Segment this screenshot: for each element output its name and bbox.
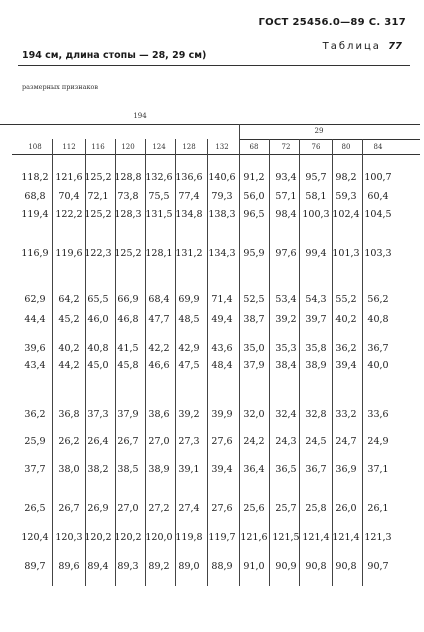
table-cell: 134,8 <box>175 209 203 220</box>
table-cell: 40,2 <box>335 314 357 325</box>
table-cell: 37,1 <box>367 464 389 475</box>
table-cell: 118,2 <box>21 172 49 183</box>
table-cell: 27,3 <box>178 436 200 447</box>
table-cell: 121,5 <box>272 532 300 543</box>
table-cell: 24,7 <box>335 436 357 447</box>
table-cell: 47,5 <box>178 360 200 371</box>
table-cell: 32,0 <box>243 409 265 420</box>
table-cell: 54,3 <box>305 294 327 305</box>
table-cell: 95,7 <box>305 172 327 183</box>
column-header: 84 <box>373 143 383 151</box>
column-header: 132 <box>215 143 229 151</box>
table-cell: 36,4 <box>243 464 265 475</box>
table-cell: 24,3 <box>275 436 297 447</box>
table-cell: 27,4 <box>178 503 200 514</box>
table-cell: 25,7 <box>275 503 297 514</box>
table-cell: 24,9 <box>367 436 389 447</box>
table-cell: 48,5 <box>178 314 200 325</box>
table-cell: 38,2 <box>87 464 109 475</box>
table-cell: 37,9 <box>117 409 139 420</box>
table-cell: 125,2 <box>84 172 112 183</box>
table-cell: 128,3 <box>114 209 142 220</box>
table-cell: 46,8 <box>117 314 139 325</box>
table-cell: 60,4 <box>367 191 389 202</box>
table-cell: 75,5 <box>148 191 170 202</box>
table-cell: 32,4 <box>275 409 297 420</box>
table-cell: 88,9 <box>211 561 233 572</box>
table-cell: 119,8 <box>175 532 203 543</box>
page-header: ГОСТ 25456.0—89 С. 317 <box>258 17 406 28</box>
table-cell: 116,9 <box>21 248 49 259</box>
table-cell: 25,6 <box>243 503 265 514</box>
table-cell: 40,2 <box>58 343 80 354</box>
table-cell: 27,0 <box>148 436 170 447</box>
column-header: 124 <box>152 143 166 151</box>
table-cell: 26,9 <box>87 503 109 514</box>
table-cell: 35,3 <box>275 343 297 354</box>
table-cell: 65,5 <box>87 294 109 305</box>
table-cell: 38,6 <box>148 409 170 420</box>
table-cell: 45,0 <box>87 360 109 371</box>
table-cell: 39,7 <box>305 314 327 325</box>
table-cell: 68,4 <box>148 294 170 305</box>
table-cell: 95,9 <box>243 248 265 259</box>
table-cell: 120,3 <box>55 532 83 543</box>
table-cell: 33,6 <box>367 409 389 420</box>
table-cell: 47,7 <box>148 314 170 325</box>
table-cell: 36,9 <box>335 464 357 475</box>
table-cell: 24,5 <box>305 436 327 447</box>
table-cell: 35,0 <box>243 343 265 354</box>
table-cell: 119,4 <box>21 209 49 220</box>
table-cell: 121,6 <box>55 172 83 183</box>
table-cell: 91,0 <box>243 561 265 572</box>
table-cell: 42,9 <box>178 343 200 354</box>
table-cell: 39,1 <box>178 464 200 475</box>
table-caption: размерных признаков <box>22 83 99 91</box>
table-cell: 138,3 <box>208 209 236 220</box>
table-cell: 103,3 <box>364 248 392 259</box>
table-cell: 46,0 <box>87 314 109 325</box>
table-cell: 121,4 <box>332 532 360 543</box>
table-cell: 53,4 <box>275 294 297 305</box>
table-cell: 120,2 <box>114 532 142 543</box>
table-cell: 56,0 <box>243 191 265 202</box>
table-cell: 132,6 <box>145 172 173 183</box>
table-cell: 119,6 <box>55 248 83 259</box>
table-cell: 26,2 <box>58 436 80 447</box>
table-cell: 69,9 <box>178 294 200 305</box>
table-cell: 26,1 <box>367 503 389 514</box>
table-cell: 89,7 <box>24 561 46 572</box>
table-cell: 38,5 <box>117 464 139 475</box>
column-header: 108 <box>28 143 42 151</box>
table-cell: 39,9 <box>211 409 233 420</box>
table-title <box>323 41 402 52</box>
table-cell: 62,9 <box>24 294 46 305</box>
table-cell: 89,6 <box>58 561 80 572</box>
column-header: 112 <box>62 143 76 151</box>
table-cell: 121,3 <box>364 532 392 543</box>
rule-header-bottom <box>12 154 420 155</box>
table-cell: 33,2 <box>335 409 357 420</box>
table-cell: 134,3 <box>208 248 236 259</box>
table-cell: 49,4 <box>211 314 233 325</box>
group-header-194: 194 <box>133 112 147 120</box>
table-cell: 73,8 <box>117 191 139 202</box>
table-cell: 104,5 <box>364 209 392 220</box>
table-cell: 43,6 <box>211 343 233 354</box>
column-header: 72 <box>281 143 291 151</box>
table-cell: 27,6 <box>211 436 233 447</box>
table-cell: 36,7 <box>305 464 327 475</box>
table-cell: 38,9 <box>305 360 327 371</box>
table-subtitle: 194 см, длина стопы — 28, 29 см) <box>22 50 207 61</box>
table-cell: 38,9 <box>148 464 170 475</box>
table-cell: 43,4 <box>24 360 46 371</box>
table-cell: 128,1 <box>145 248 173 259</box>
table-cell: 90,7 <box>367 561 389 572</box>
table-cell: 64,2 <box>58 294 80 305</box>
table-cell: 36,5 <box>275 464 297 475</box>
table-cell: 99,4 <box>305 248 327 259</box>
table-cell: 48,4 <box>211 360 233 371</box>
table-cell: 96,5 <box>243 209 265 220</box>
table-cell: 44,4 <box>24 314 46 325</box>
table-cell: 35,8 <box>305 343 327 354</box>
table-cell: 36,2 <box>24 409 46 420</box>
table-cell: 136,6 <box>175 172 203 183</box>
table-cell: 26,7 <box>58 503 80 514</box>
table-cell: 102,4 <box>332 209 360 220</box>
table-cell: 45,2 <box>58 314 80 325</box>
table-cell: 45,8 <box>117 360 139 371</box>
table-cell: 26,5 <box>24 503 46 514</box>
table-cell: 66,9 <box>117 294 139 305</box>
table-cell: 90,9 <box>275 561 297 572</box>
table-cell: 100,7 <box>364 172 392 183</box>
table-cell: 131,5 <box>145 209 173 220</box>
table-cell: 36,7 <box>367 343 389 354</box>
table-cell: 120,0 <box>145 532 173 543</box>
column-header: 128 <box>182 143 196 151</box>
table-cell: 27,2 <box>148 503 170 514</box>
table-cell: 40,8 <box>367 314 389 325</box>
table-cell: 38,7 <box>243 314 265 325</box>
table-cell: 98,4 <box>275 209 297 220</box>
column-divider <box>52 139 53 586</box>
table-cell: 70,4 <box>58 191 80 202</box>
table-cell: 89,4 <box>87 561 109 572</box>
table-cell: 52,5 <box>243 294 265 305</box>
table-cell: 68,8 <box>24 191 46 202</box>
table-number: 77 <box>388 41 402 52</box>
table-cell: 101,3 <box>332 248 360 259</box>
table-cell: 42,2 <box>148 343 170 354</box>
table-cell: 79,3 <box>211 191 233 202</box>
table-cell: 56,2 <box>367 294 389 305</box>
table-cell: 59,3 <box>335 191 357 202</box>
table-cell: 27,0 <box>117 503 139 514</box>
table-cell: 32,8 <box>305 409 327 420</box>
column-header: 80 <box>341 143 351 151</box>
table-cell: 25,9 <box>24 436 46 447</box>
table-cell: 91,2 <box>243 172 265 183</box>
group-header-29: 29 <box>314 127 324 135</box>
rule-groups <box>0 124 420 125</box>
table-cell: 39,4 <box>335 360 357 371</box>
table-cell: 122,3 <box>84 248 112 259</box>
table-cell: 98,2 <box>335 172 357 183</box>
table-cell: 55,2 <box>335 294 357 305</box>
table-cell: 39,2 <box>275 314 297 325</box>
table-cell: 58,1 <box>305 191 327 202</box>
rule-top <box>18 65 410 66</box>
table-cell: 36,2 <box>335 343 357 354</box>
table-cell: 122,2 <box>55 209 83 220</box>
table-cell: 140,6 <box>208 172 236 183</box>
column-header: 116 <box>91 143 105 151</box>
table-cell: 90,8 <box>305 561 327 572</box>
table-cell: 72,1 <box>87 191 109 202</box>
column-divider <box>269 139 270 586</box>
table-cell: 119,7 <box>208 532 236 543</box>
column-header: 120 <box>121 143 135 151</box>
table-cell: 120,4 <box>21 532 49 543</box>
table-cell: 37,7 <box>24 464 46 475</box>
table-cell: 120,2 <box>84 532 112 543</box>
table-cell: 128,8 <box>114 172 142 183</box>
table-cell: 37,9 <box>243 360 265 371</box>
table-cell: 71,4 <box>211 294 233 305</box>
table-cell: 38,4 <box>275 360 297 371</box>
table-cell: 121,4 <box>302 532 330 543</box>
table-cell: 36,8 <box>58 409 80 420</box>
table-cell: 25,8 <box>305 503 327 514</box>
table-cell: 40,0 <box>367 360 389 371</box>
table-cell: 26,7 <box>117 436 139 447</box>
table-cell: 44,2 <box>58 360 80 371</box>
table-cell: 26,0 <box>335 503 357 514</box>
table-cell: 77,4 <box>178 191 200 202</box>
table-cell: 97,6 <box>275 248 297 259</box>
table-cell: 41,5 <box>117 343 139 354</box>
table-cell: 89,2 <box>148 561 170 572</box>
table-cell: 27,6 <box>211 503 233 514</box>
column-header: 68 <box>249 143 259 151</box>
table-cell: 39,4 <box>211 464 233 475</box>
table-cell: 131,2 <box>175 248 203 259</box>
table-cell: 24,2 <box>243 436 265 447</box>
table-cell: 125,2 <box>114 248 142 259</box>
table-cell: 89,3 <box>117 561 139 572</box>
table-cell: 38,0 <box>58 464 80 475</box>
table-cell: 89,0 <box>178 561 200 572</box>
column-header: 76 <box>311 143 321 151</box>
table-cell: 39,2 <box>178 409 200 420</box>
table-cell: 90,8 <box>335 561 357 572</box>
table-cell: 121,6 <box>240 532 268 543</box>
table-cell: 100,3 <box>302 209 330 220</box>
table-label: Таблица <box>322 41 381 52</box>
table-cell: 40,8 <box>87 343 109 354</box>
table-cell: 57,1 <box>275 191 297 202</box>
table-cell: 125,2 <box>84 209 112 220</box>
table-cell: 26,4 <box>87 436 109 447</box>
table-cell: 39,6 <box>24 343 46 354</box>
table-cell: 93,4 <box>275 172 297 183</box>
rule-subgroup <box>239 139 420 140</box>
table-cell: 37,3 <box>87 409 109 420</box>
table-cell: 46,6 <box>148 360 170 371</box>
